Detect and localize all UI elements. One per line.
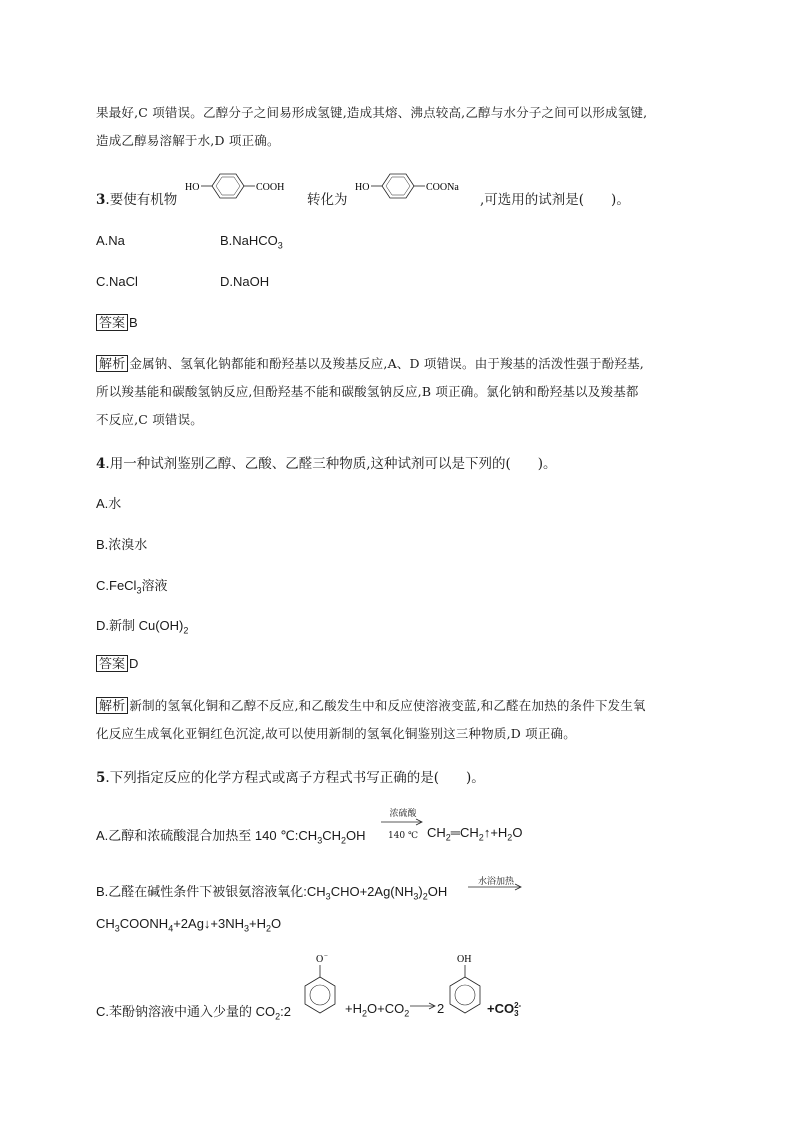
option-b: B.浓溴水 [96,537,148,552]
option-b-products: $CH_3COONH_4+2Ag↓+3NH_3+H_2O$ [96,916,282,934]
option-a-products: $CH_2═CH_2↑+H_2O$ [427,825,523,843]
option-d: D.新制 $Cu(OH)_2$ [96,618,189,636]
svg-text:−: − [324,952,328,960]
option-c-coefficient: 2 [437,1001,445,1016]
reaction-arrow-icon [468,883,524,891]
svg-text:OH: OH [457,954,472,965]
question-3-answer [96,314,138,331]
p-hydroxybenzoic-acid-structure [185,170,303,202]
question-3-post: ,可选用的试剂是( )。 [480,192,630,208]
option-b: B.NaHCO$_3$ [220,233,283,251]
reaction-arrow-icon [410,1002,438,1010]
sodium-p-hydroxybenzoate-structure [355,170,480,202]
question-number: 5 [96,770,106,786]
phenoxide-structure [302,950,342,1022]
prev-explanation-line-1: 果最好,C 项错误。乙醇分子之间易形成氢键,造成其熔、沸点较高,乙醇与水分子之间可以形成氢键, [96,105,648,120]
question-3-explanation-3: 不反应,C 项错误。 [96,412,204,427]
option-c-carbonate: +CO 2- 3 [487,1000,522,1018]
answer-label: 答案 [96,314,128,331]
option-c: C.苯酚钠溶液中通入少量的 $CO_2:2$ [96,1004,291,1022]
reaction-condition-catalyst: 浓硫酸 [389,809,417,819]
prev-explanation-line-2: 造成乙醇易溶解于水,D 项正确。 [96,133,280,148]
reaction-condition-water-bath: 水浴加热 [477,877,514,887]
svg-text:O: O [316,954,324,965]
svg-text:HO: HO [185,182,200,193]
svg-text:COOH: COOH [256,182,285,193]
question-5-stem: 5.下列指定反应的化学方程式或离子方程式书写正确的是( )。 [96,770,485,786]
question-3-explanation-1: 解析 金属钠、氢氧化钠都能和酚羟基以及羧基反应,A、D 项错误。由于羧基的活泼性强于酚羟基, [96,354,644,372]
question-3-mid: 转化为 [307,192,348,208]
option-c: C.NaCl [96,274,138,289]
answer-label: 答案 [96,655,128,672]
svg-text:HO: HO [355,182,370,193]
answer-value: B [129,315,138,330]
option-a: A.Na [96,233,125,248]
option-c: C.FeCl$_3$溶液 [96,578,168,596]
explanation-label: 解析 [96,355,128,372]
question-number: 3 [96,192,106,208]
reaction-arrow-icon [381,818,425,826]
option-a: A.乙醇和浓硫酸混合加热至 140 $℃:CH_3CH_2OH$ [96,828,366,846]
option-a: A.水 [96,496,122,511]
option-c-reactants: $+H_2O+CO_2$ [345,1001,410,1019]
option-d: D.NaOH [220,274,270,289]
question-4-stem: 4.用一种试剂鉴别乙醇、乙酸、乙醛三种物质,这种试剂可以是下列的( )。 [96,456,557,472]
question-4-explanation-2: 化反应生成氧化亚铜红色沉淀,故可以使用新制的氢氧化铜鉴别这三种物质,D 项正确。 [96,726,576,741]
question-3-stem: 3.要使有机物 [96,192,178,208]
question-number: 4 [96,456,106,472]
question-4-answer [96,655,138,672]
explanation-label: 解析 [96,697,128,714]
question-4-explanation-1: 解析 新制的氢氧化铜和乙醇不反应,和乙酸发生中和反应使溶液变蓝,和乙醛在加热的条件下发生氧 [96,696,646,714]
svg-text:COONa: COONa [426,182,459,193]
phenol-structure [445,950,485,1022]
question-3-explanation-2: 所以羧基能和碳酸氢钠反应,但酚羟基不能和碳酸氢钠反应,B 项正确。氯化钠和酚羟基以及羧基都 [96,384,639,399]
reaction-condition-temperature: 140 ℃ [387,831,419,841]
option-b: B.乙醛在碱性条件下被银氨溶液氧化$:CH_3CHO+2Ag(NH_3)_2OH$ [96,884,448,902]
answer-value: D [129,656,139,671]
